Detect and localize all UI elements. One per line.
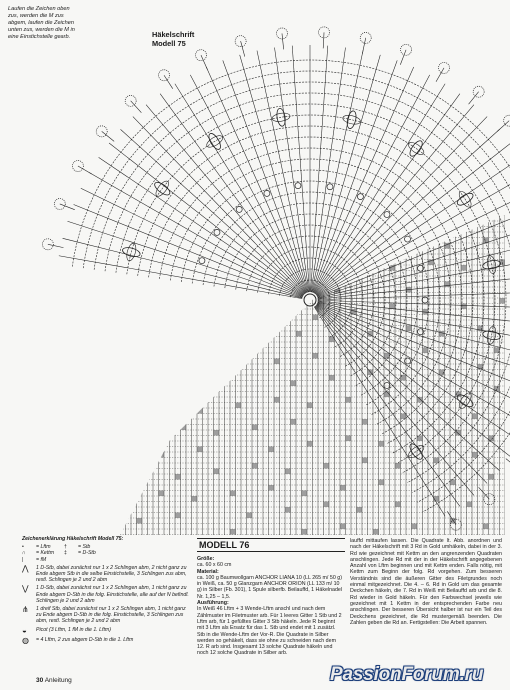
model-title: MODELL 76 xyxy=(197,538,345,552)
instructions-continued: lauffd mittaufen lassen. Die Quadrate lt. Abb. anordnen und nach der Häkelschrift mit 3 Rd in Gold umhäkeln, dabei in der 3. Rd wie gezeichnet mit Kettm an den angrenzenden Quadraten anschlingen. Jede Rd mit der in der Häkelschrift angegebenen Anzahl von Lftm beginnen und mit Kettm enden. Falls nötig, mit Kettm zum Beginn der folg. Rd vorgehen. Zum besseren Verständnis sind die äußeren Gitter des Filetgrundes noch einmal mitgezeichnet. Die 4. – 6. Rd in Gold um das gesamte Deckchen häkeln, die 7. Rd in Weiß mit Beilauffd arb und die 8. Rd wieder in Gold häkeln. Für den Farbwechsel jeweils wie gezeichnet mit 1 Kettm in der entsprechenden Farbe neu anschlingen. Der besseren Übersicht halber ist nur ein Teil des Deckchens gezeichnet, die Rd mustergemäß beenden. Die Zahlen geben die Rd an. Fertigstellen: Die Arbeit spannen. xyxy=(350,538,502,626)
legend-item-text: Picot (3 Lftm, 1 fM in die 1. Lftm) xyxy=(36,626,111,633)
chart-title-line1: Häkelschrift xyxy=(152,30,195,39)
legend-item xyxy=(22,627,190,635)
cluster-stitch-icon: ⋀ xyxy=(22,563,29,573)
legend-item xyxy=(22,637,190,645)
legend-basic-label: = Lftm xyxy=(36,544,51,551)
chart-reading-note: Laufen die Zeichen oben zus, werden die M zus abgem, laufen die Zeichen unten zus, werden die M in eine Einstichstelle gearb. xyxy=(8,6,75,40)
watermark-logo: PassionForum.ru xyxy=(330,664,484,685)
legend-basic-col-1 xyxy=(22,544,54,563)
legend-item xyxy=(22,606,190,625)
symbol-legend xyxy=(22,536,190,647)
chart-title-line2: Modell 75 xyxy=(152,39,186,48)
legend-item-text: 1 D-Stb, dabei zunächst nur 1 x 2 Schlingen abm, 1 nicht ganz zu Ende abgem D-Stb in die folg. Einstichstelle, alle auf der N befindl. Schlingen je 2 und 2 abm xyxy=(36,585,189,604)
legend-item-text: 1 dreif Stb, dabei zunächst nur 1 x 2 Schlingen abm, 1 nicht ganz zu Ende abgem D-Stb in die folg. Einstichstelle, 3 Schlingen zus abm, restl. Schlingen je 2 und 2 abm xyxy=(36,606,186,625)
legend-basic-label: = D-Stb xyxy=(78,550,96,557)
page-number: 30 xyxy=(36,677,44,684)
execution-label: Ausführung: xyxy=(197,600,229,607)
size-value: ca. 60 x 60 cm xyxy=(197,562,232,569)
legend-item xyxy=(22,585,190,604)
triple-treble-icon: ⋔ xyxy=(22,605,29,615)
legend-heading: Zeichenerklärung Häkelschrift Modell 75: xyxy=(22,536,124,542)
legend-basic-item xyxy=(64,550,96,556)
slip-stitch-icon: ∩ xyxy=(22,550,26,557)
legend-basic-label: = Stb xyxy=(78,544,91,551)
legend-item xyxy=(22,565,190,584)
material-text: ca. 100 g Baumwollgarn ANCHOR LIANA 10 (LL 265 m/ 50 g) in Weiß, ca. 50 g Glanzgarn ANCHOR ORION (LL 133 m/ 10 g) in Silber (Fb. 301), 1 Spule silberfb. Beilauffd, 1 Häkelnadel Nr. 1,25 – 1,5. xyxy=(197,574,343,600)
legend-basic-row xyxy=(22,544,190,563)
page-footer xyxy=(36,677,72,684)
legend-item-text: 1 D-Stb, dabei zunächst nur 1 x 2 Schlingen abm, 2 nicht ganz zu Ende abgem Stb in die selbe Einstichstelle, 3 Schlingen zus abm, restl. Schlingen je 2 und 2 abm xyxy=(36,564,187,584)
picot-icon: ◒ xyxy=(22,625,27,635)
chart-title xyxy=(152,30,194,48)
legend-item-text: = 4 Lftm, 2 zus abgem D-Stb in die 1. Lftm xyxy=(36,636,134,643)
execution-text: In Weiß 46 Lftm + 3 Wende-Lftm anschl und nach dem Zählmuster im Filetmuster arb. Für 1 leeres Gitter 1 Stb und 2 Lftm arb, für 1 gefülltes Gitter 3 Stb häkeln. Jede R beginnt mit 3 Lftm als Ersatz für das 1. Stb und endet mit 1 zusätzl. Stb in die Wende-Lftm der Vor-R. Die Quadrate in Silber werden so gehäkelt, dass sie ohne zu schneiden nach dem 12. R arb sind. Insgesamt 13 solche Quadrate häkeln und noch 12 solche Quadrate in Silber arb. xyxy=(197,606,342,657)
material-label: Material: xyxy=(197,568,219,575)
legend-basic-label: = fM xyxy=(36,556,47,563)
legend-basic-col-2 xyxy=(64,544,96,563)
model-instructions xyxy=(197,556,343,657)
treble-crochet-icon: ‡ xyxy=(64,550,67,557)
section-name: Anleitung xyxy=(44,677,72,684)
legend-basic-item xyxy=(22,557,54,563)
size-label: Größe: xyxy=(197,556,215,562)
chain-stitch-icon: • xyxy=(22,544,24,551)
single-crochet-icon: | xyxy=(22,556,24,563)
double-crochet-icon: † xyxy=(64,544,67,551)
bobble-stitch-icon: ◍ xyxy=(22,635,29,645)
decrease-stitch-icon: ⋁ xyxy=(22,584,29,594)
legend-basic-label: = Kettm xyxy=(36,550,55,557)
